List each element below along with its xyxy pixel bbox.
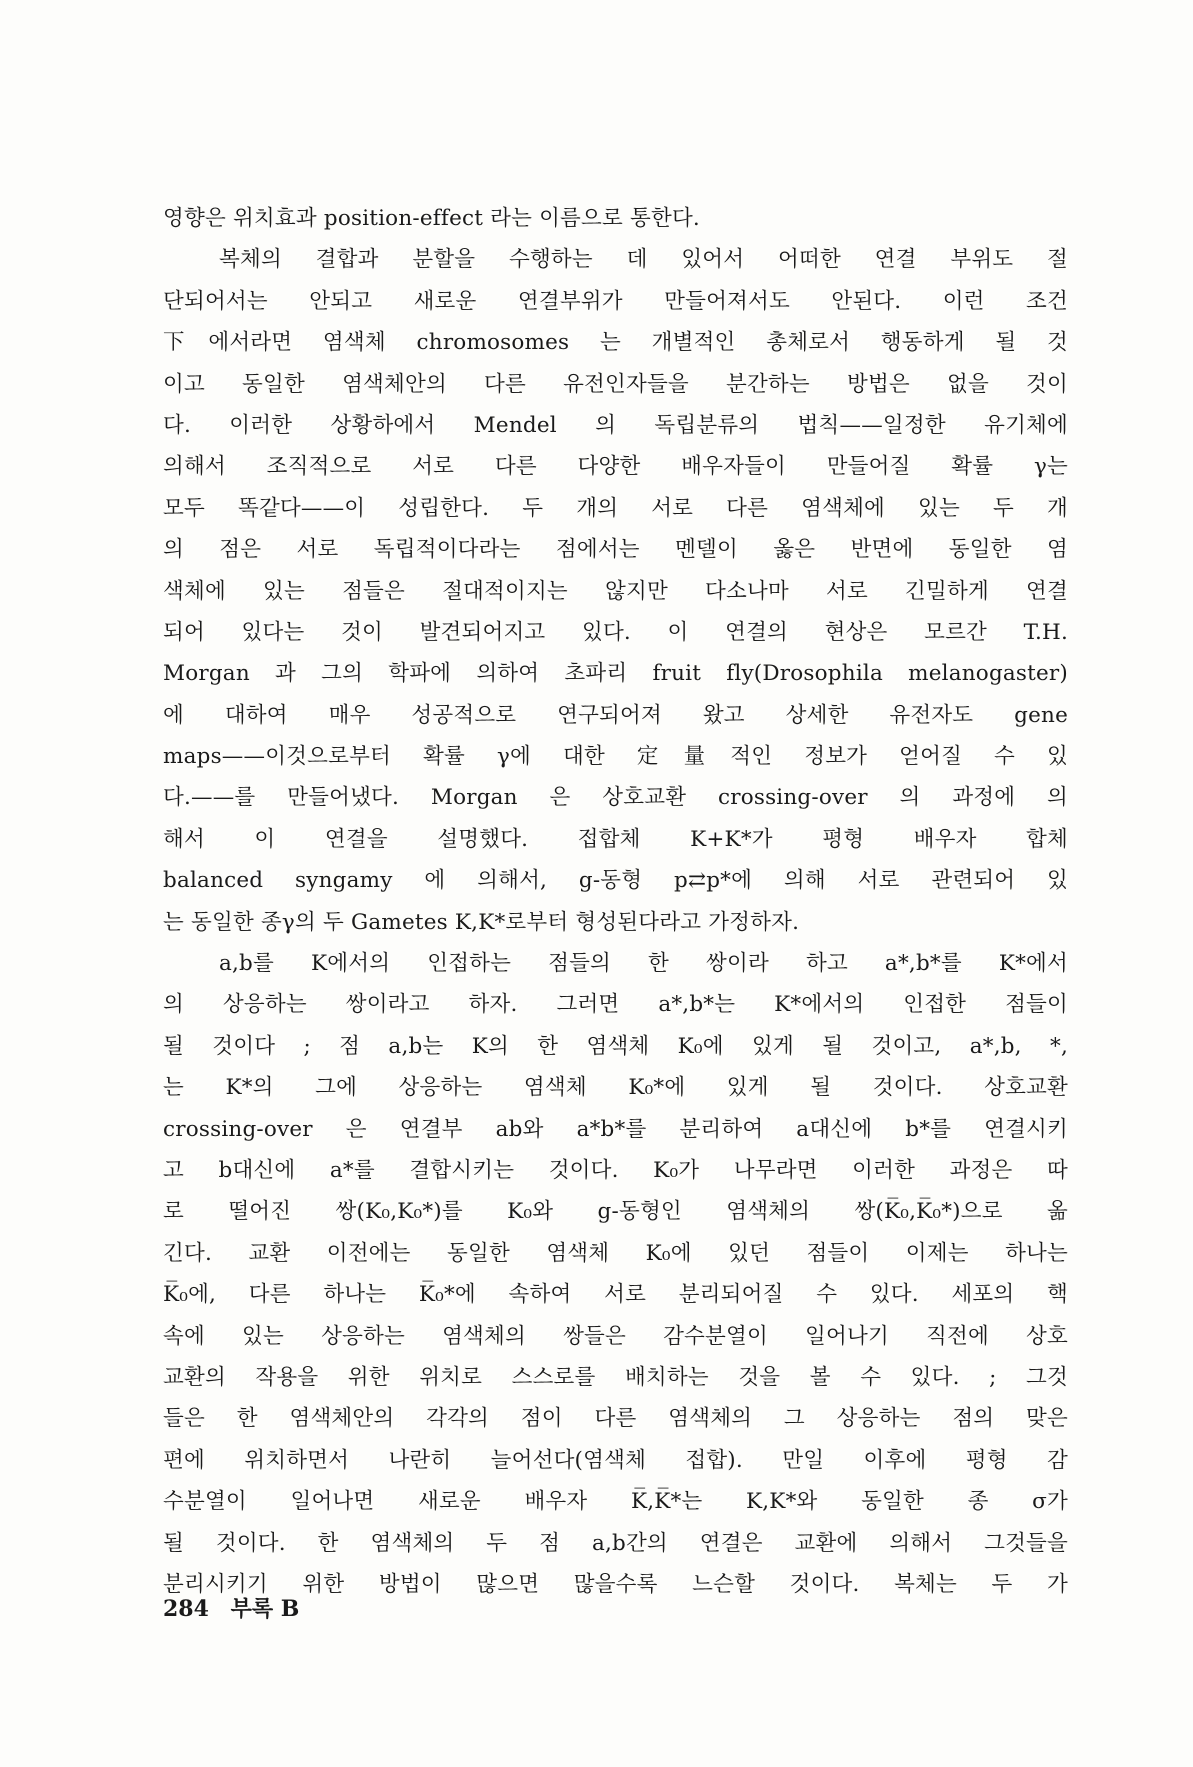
text-line: 의 점은 서로 독립적이다라는 점에서는 멘델이 옳은 반면에 동일한 염: [163, 537, 1068, 563]
text-line: 되어 있다는 것이 발견되어지고 있다. 이 연결의 현상은 모르간 T.H.: [163, 619, 1068, 645]
text-line: 는 동일한 종γ의 두 Gametes K,K*로부터 형성된다라고 가정하자.: [163, 909, 800, 935]
text-line: 다.——를 만들어냈다. Morgan 은 상호교환 crossing-over 의 과정에 의: [163, 785, 1068, 811]
text-line: 수분열이 일어나면 새로운 배우자 K̅,K̅*는 K,K*와 동일한 종 σ가: [163, 1489, 1068, 1515]
text-line: 편에 위치하면서 나란히 늘어선다(염색체 접합). 만일 이후에 평형 감: [163, 1447, 1068, 1473]
text-line: 下에서라면 염색체 chromosomes 는 개별적인 총체로서 행동하게 될 것: [163, 330, 1068, 356]
text-line: 교환의 작용을 위한 위치로 스스로를 배치하는 것을 볼 수 있다. ; 그것: [163, 1364, 1068, 1390]
page-number: 284: [163, 1596, 209, 1622]
text-line: 영향은 위치효과 position-effect 라는 이름으로 통한다.: [163, 206, 700, 231]
text-line: 될 것이다 ; 점 a,b는 K의 한 염색체 K₀에 있게 될 것이고, a*,b, *,: [163, 1033, 1068, 1059]
page-footer: [163, 1592, 299, 1623]
text-line: 로 떨어진 쌍(K₀,K₀*)를 K₀와 g-동형인 염색체의 쌍(K̅₀,K̅₀*)으로 옮: [163, 1199, 1068, 1225]
text-line: 의해서 조직적으로 서로 다른 다양한 배우자들이 만들어질 확률 γ는: [163, 454, 1068, 480]
text-line: 들은 한 염색체안의 각각의 점이 다른 염색체의 그 상응하는 점의 맞은: [163, 1406, 1068, 1432]
text-line: 해서 이 연결을 설명했다. 접합체 K+K*가 평형 배우자 합체: [163, 826, 1068, 852]
text-line: 단되어서는 안되고 새로운 연결부위가 만들어져서도 안된다. 이런 조건: [163, 288, 1068, 314]
text-line: a,b를 K에서의 인접하는 점들의 한 쌍이라 하고 a*,b*를 K*에서: [219, 951, 1068, 977]
section-label: 부록 B: [230, 1596, 300, 1622]
text-line: K̅₀에, 다른 하나는 K̅₀*에 속하여 서로 분리되어질 수 있다. 세포의 핵: [163, 1282, 1068, 1308]
text-line: 모두 똑같다——이 성립한다. 두 개의 서로 다른 염색체에 있는 두 개: [163, 495, 1068, 521]
text-line: 에 대하여 매우 성공적으로 연구되어져 왔고 상세한 유전자도 gene: [163, 702, 1068, 728]
text-line: 될 것이다. 한 염색체의 두 점 a,b간의 연결은 교환에 의해서 그것들을: [163, 1530, 1068, 1556]
text-line: 속에 있는 상응하는 염색체의 쌍들은 감수분열이 일어나기 직전에 상호: [163, 1323, 1068, 1349]
text-line: 긴다. 교환 이전에는 동일한 염색체 K₀에 있던 점들이 이제는 하나는: [163, 1240, 1068, 1266]
text-line: 의 상응하는 쌍이라고 하자. 그러면 a*,b*는 K*에서의 인접한 점들이: [163, 992, 1068, 1018]
text-line: crossing-over 은 연결부 ab와 a*b*를 분리하여 a대신에 b*를 연결시키: [163, 1116, 1068, 1142]
text-line: maps——이것으로부터 확률 γ에 대한 定量적인 정보가 얻어질 수 있: [163, 744, 1068, 770]
text-line: 복체의 결합과 분할을 수행하는 데 있어서 어떠한 연결 부위도 절: [219, 247, 1068, 273]
text-line: 분리시키기 위한 방법이 많으면 많을수록 느슨할 것이다. 복체는 두 가: [163, 1571, 1068, 1597]
text-line: 이고 동일한 염색체안의 다른 유전인자들을 분간하는 방법은 없을 것이: [163, 371, 1068, 397]
text-line: 색체에 있는 점들은 절대적이지는 않지만 다소나마 서로 긴밀하게 연결: [163, 578, 1068, 604]
body-text: [163, 198, 1068, 1605]
text-line: 다. 이러한 상황하에서 Mendel 의 독립분류의 법칙——일정한 유기체에: [163, 412, 1068, 438]
text-line: 는 K*의 그에 상응하는 염색체 K₀*에 있게 될 것이다. 상호교환: [163, 1075, 1068, 1101]
text-line: 고 b대신에 a*를 결합시키는 것이다. K₀가 나무라면 이러한 과정은 따: [163, 1157, 1068, 1183]
text-line: Morgan 과 그의 학파에 의하여 초파리 fruit fly(Drosophila melanogaster): [163, 661, 1068, 687]
text-line: balanced syngamy 에 의해서, g-동형 p⇄p*에 의해 서로 관련되어 있: [163, 868, 1068, 894]
